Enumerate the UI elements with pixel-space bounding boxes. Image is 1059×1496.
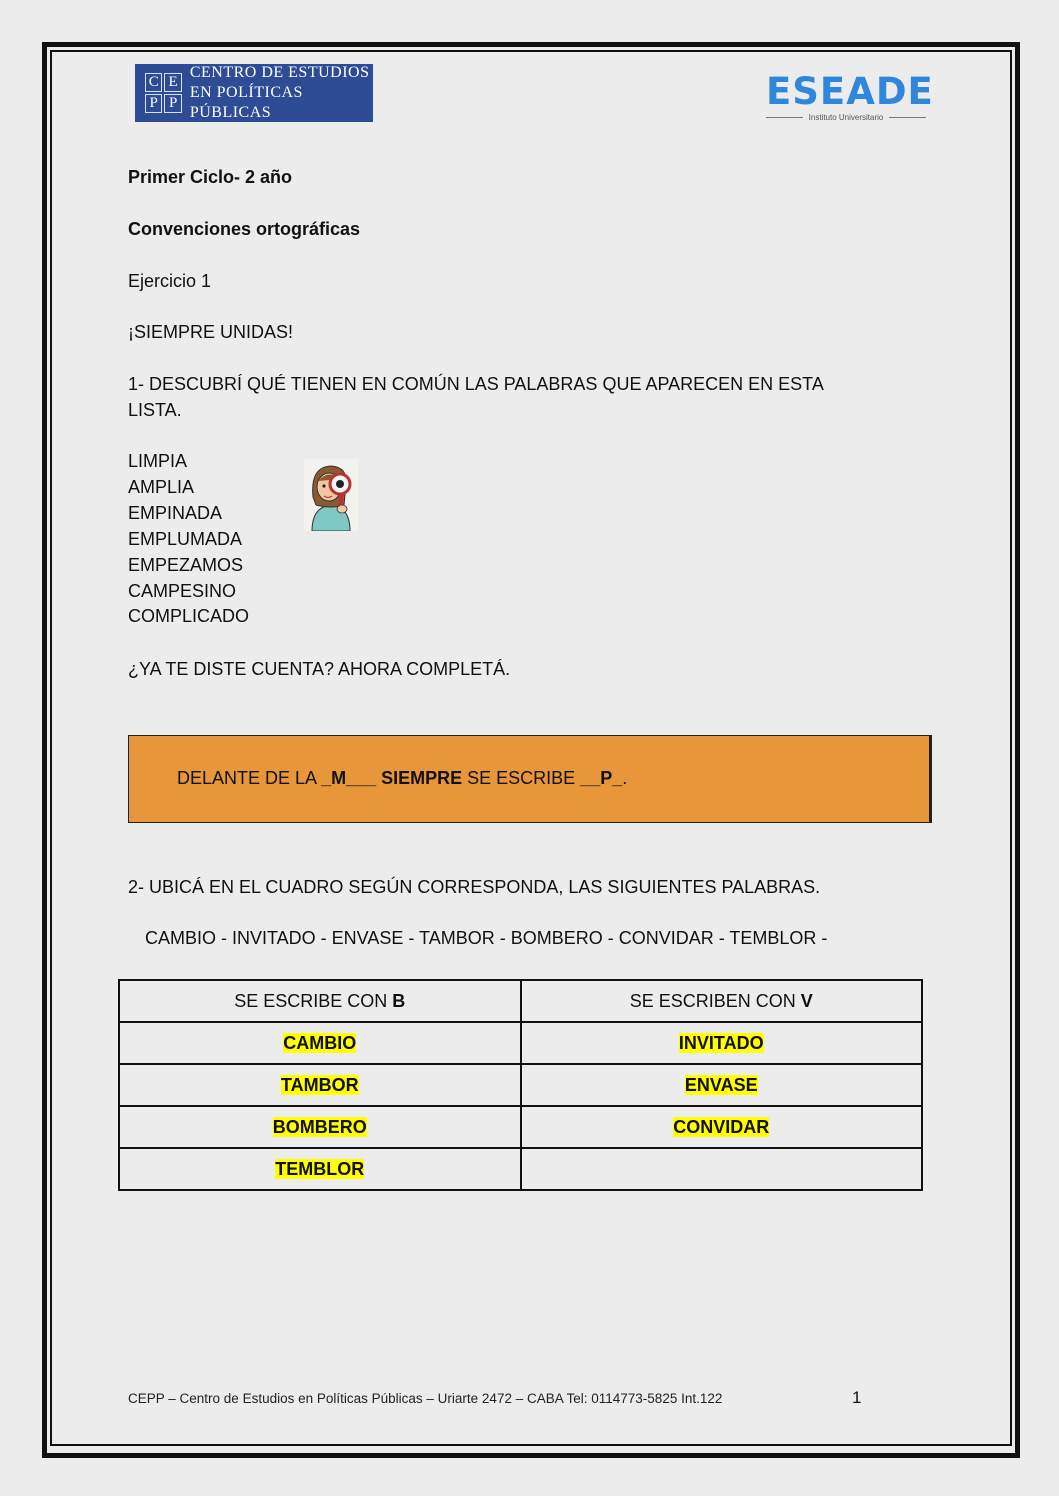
table-header-b <box>119 980 521 1022</box>
girl-magnifier-illustration <box>304 459 358 531</box>
table-cell-b <box>119 1106 521 1148</box>
table-row <box>119 1064 922 1106</box>
cepp-logo <box>135 64 373 122</box>
cepp-logo-line1: CENTRO DE ESTUDIOS <box>189 64 370 81</box>
table-row <box>119 1148 922 1190</box>
cepp-letter: E <box>164 73 181 92</box>
topic-title: Convenciones ortográficas <box>128 219 361 239</box>
rule-text: . <box>622 768 628 788</box>
eseade-logo-subtitle: Instituto Universitario <box>808 113 884 122</box>
list-item: COMPLICADO <box>128 606 250 627</box>
list-item: EMPEZAMOS <box>128 554 244 575</box>
table-cell-v <box>521 1148 923 1190</box>
cepp-logo-line2: EN POLÍTICAS PÚBLICAS <box>189 84 303 121</box>
header-text: SE ESCRIBE CON <box>234 990 393 1011</box>
answer-word: TEMBLOR <box>275 1158 365 1179</box>
question-2: 2- UBICÁ EN EL CUADRO SEGÚN CORRESPONDA, LAS SIGUIENTES PALABRAS. <box>128 877 821 897</box>
list-item: CAMPESINO <box>128 580 237 601</box>
table-header-v <box>521 980 923 1022</box>
list-item: LIMPIA <box>128 451 188 471</box>
classification-table <box>118 979 923 1191</box>
table-cell-v <box>521 1022 923 1064</box>
answer-word: INVITADO <box>678 1032 764 1053</box>
question-2-words: CAMBIO - INVITADO - ENVASE - TAMBOR - BOMBERO - CONVIDAR - TEMBLOR - <box>145 928 828 948</box>
table-cell-v <box>521 1106 923 1148</box>
rule-blank-m: _M___ <box>321 768 377 788</box>
rule-box <box>128 735 932 823</box>
list-item: AMPLIA <box>128 476 195 497</box>
header-letter: B <box>392 990 406 1011</box>
exercise-label: Ejercicio 1 <box>128 271 212 291</box>
divider <box>889 117 926 118</box>
cepp-logo-text <box>190 63 373 123</box>
list-item: EMPLUMADA <box>128 528 243 549</box>
table-cell-b <box>119 1022 521 1064</box>
answer-word: CONVIDAR <box>673 1116 770 1137</box>
rule-text: SE ESCRIBE <box>462 768 581 788</box>
list-item: EMPINADA <box>128 502 223 523</box>
answer-word: BOMBERO <box>272 1116 367 1137</box>
table-cell-v <box>521 1064 923 1106</box>
table-cell-b <box>119 1064 521 1106</box>
page-footer: CEPP – Centro de Estudios en Políticas Públicas – Uriarte 2472 – CABA Tel: 0114773-5825 Int.122 <box>128 1391 723 1406</box>
table-cell-b <box>119 1148 521 1190</box>
header-text: SE ESCRIBEN CON <box>629 990 801 1011</box>
question-1-line2: LISTA. <box>128 400 182 420</box>
cepp-letter: P <box>164 94 181 113</box>
rule-emphasis: SIEMPRE <box>376 768 463 788</box>
question-1-line1: 1- DESCUBRÍ QUÉ TIENEN EN COMÚN LAS PALABRAS QUE APARECEN EN ESTA <box>128 374 824 394</box>
cepp-letter: C <box>145 73 162 92</box>
word-list <box>128 449 249 630</box>
page-number: 1 <box>852 1388 862 1407</box>
cepp-logo-mark <box>145 73 182 113</box>
rule-text: DELANTE DE LA <box>177 768 322 788</box>
eseade-logo <box>766 70 934 122</box>
eseade-logo-word: ESEADE <box>766 70 934 113</box>
completion-prompt: ¿YA TE DISTE CUENTA? AHORA COMPLETÁ. <box>128 659 511 679</box>
question-1 <box>128 371 824 423</box>
answer-word: CAMBIO <box>283 1032 357 1053</box>
header-letter: V <box>800 990 813 1011</box>
eseade-logo-subtitle-row <box>766 113 926 122</box>
cepp-letter: P <box>145 94 162 113</box>
table-row <box>119 1022 922 1064</box>
table-header-row <box>119 980 922 1022</box>
table-row <box>119 1106 922 1148</box>
rule-blank-p: __P_ <box>580 768 623 788</box>
exercise-heading: ¡SIEMPRE UNIDAS! <box>128 322 294 342</box>
answer-word: TAMBOR <box>280 1074 359 1095</box>
cycle-title: Primer Ciclo- 2 año <box>128 167 293 187</box>
answer-word: ENVASE <box>684 1074 758 1095</box>
divider <box>766 117 803 118</box>
rule-sentence <box>177 768 627 789</box>
